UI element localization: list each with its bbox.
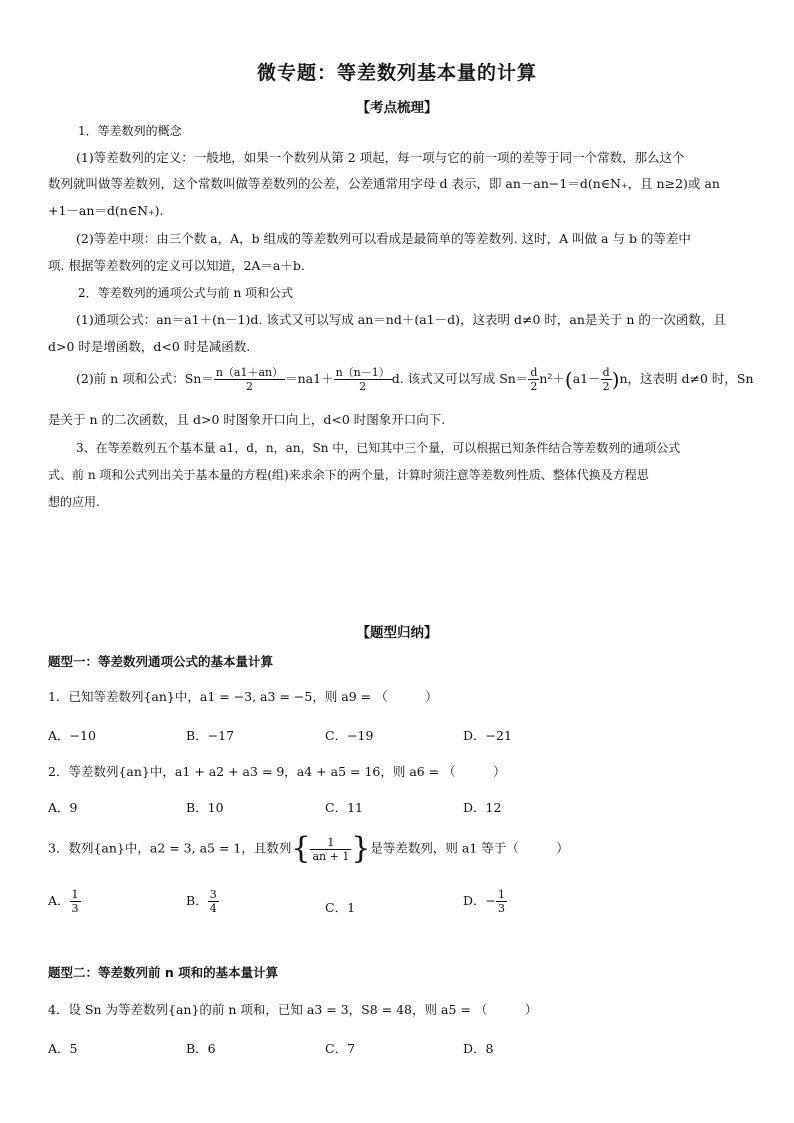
sum-formula-line bbox=[76, 366, 754, 393]
fraction-numerator: 1 bbox=[498, 888, 505, 901]
sum-fraction bbox=[214, 366, 285, 393]
sum-fraction bbox=[528, 366, 539, 393]
fraction-numerator: 1 bbox=[71, 888, 79, 901]
right-brace: } bbox=[351, 831, 371, 866]
question-1-stem: 1．已知等差数列{an}中，a1 = −3, a3 = −5，则 a9 = （ ） bbox=[48, 689, 438, 704]
question-2-option-c[interactable]: C．11 bbox=[325, 800, 363, 815]
question-1-option-c[interactable]: C．−19 bbox=[325, 728, 374, 743]
question-2-stem: 2．等差数列{an}中，a1 + a2 + a3 = 9，a4 + a5 = 16，则 a6 = （ ） bbox=[48, 764, 506, 779]
point-2-line: 是关于 n 的二次函数，且 d>0 时图象开口向上，d<0 时图象开口向下. bbox=[48, 412, 446, 427]
question-1-option-a[interactable]: A．−10 bbox=[48, 728, 96, 743]
fraction-numerator: d bbox=[530, 366, 538, 379]
question-3-option-b[interactable] bbox=[186, 888, 219, 915]
point-2-line: (1)通项公式：an＝a1＋(n－1)d. 该式又可以写成 an＝nd＋(a1－d)，这表明 d≠0 时，an是关于 n 的一次函数，且 bbox=[76, 312, 726, 327]
option-fraction bbox=[496, 888, 507, 915]
question-3-stem-part: 是等差数列，则 a1 等于（ ） bbox=[370, 840, 569, 856]
fraction-numerator: 1 bbox=[310, 836, 351, 850]
question-4-option-b[interactable]: B．6 bbox=[186, 1041, 216, 1056]
question-4-option-c[interactable]: C．7 bbox=[325, 1041, 356, 1056]
section-heading-question-types: 【题型归纳】 bbox=[356, 625, 438, 641]
question-3-option-a[interactable] bbox=[48, 888, 81, 915]
question-1-option-d[interactable]: D．−21 bbox=[463, 728, 512, 743]
fraction-denominator: 3 bbox=[498, 902, 505, 915]
point-1-line: (1)等差数列的定义：一般地，如果一个数列从第 2 项起，每一项与它的前一项的差等于同一个常数，那么这个 bbox=[76, 150, 685, 165]
fraction-numerator: 3 bbox=[209, 888, 217, 901]
section-heading-key-points: 【考点梳理】 bbox=[356, 100, 438, 116]
point-1-heading: 1．等差数列的概念 bbox=[78, 124, 182, 138]
left-paren: ( bbox=[564, 367, 573, 392]
question-1-option-b[interactable]: B．−17 bbox=[186, 728, 235, 743]
sequence-fraction bbox=[310, 836, 351, 863]
question-2-option-a[interactable]: A．9 bbox=[48, 800, 78, 815]
left-brace: { bbox=[291, 831, 311, 866]
question-3-stem-part: 3．数列{an}中，a2 = 3, a5 = 1，且数列 bbox=[48, 840, 292, 856]
fraction-denominator: 2 bbox=[245, 380, 253, 393]
right-paren: ) bbox=[611, 367, 620, 392]
question-4-option-d[interactable]: D．8 bbox=[463, 1041, 494, 1056]
option-label: D．− bbox=[463, 893, 496, 908]
fraction-denominator: an + 1 bbox=[312, 849, 350, 863]
formula-text: n，这表明 d≠0 时，Sn bbox=[619, 371, 754, 386]
question-3-option-c[interactable]: C．1 bbox=[325, 900, 356, 915]
question-3-option-d[interactable] bbox=[463, 888, 507, 915]
formula-text: ＝na1＋ bbox=[285, 371, 334, 386]
fraction-denominator: 4 bbox=[209, 902, 217, 915]
option-label: B． bbox=[186, 893, 208, 908]
page-title: 微专题：等差数列基本量的计算 bbox=[256, 62, 537, 84]
fraction-denominator: 2 bbox=[359, 380, 367, 393]
point-3-line: 3、在等差数列五个基本量 a1，d，n，an，Sn 中，已知其中三个量，可以根据已知条件结合等差数列的通项公式 bbox=[76, 441, 681, 455]
formula-text: n²＋ bbox=[539, 371, 565, 386]
option-fraction bbox=[208, 888, 219, 915]
point-2-line: d>0 时是增函数，d<0 时是减函数. bbox=[48, 339, 251, 354]
option-fraction bbox=[70, 888, 81, 915]
fraction-denominator: 2 bbox=[602, 380, 610, 393]
question-4-option-a[interactable]: A．5 bbox=[48, 1041, 78, 1056]
point-1-line: 数列就叫做等差数列，这个常数叫做等差数列的公差，公差通常用字母 d 表示，即 an－an−1＝d(n∈N₊，且 n≥2)或 an bbox=[48, 176, 720, 191]
sum-fraction bbox=[334, 366, 392, 393]
sum-fraction bbox=[601, 366, 612, 393]
type-2-heading: 题型二：等差数列前 n 项和的基本量计算 bbox=[48, 965, 279, 980]
fraction-denominator: 3 bbox=[71, 902, 79, 915]
point-3-line: 式、前 n 项和公式列出关于基本量的方程(组)来求余下的两个量，计算时须注意等差数列性质、整体代换及方程思 bbox=[48, 468, 649, 482]
question-2-option-d[interactable]: D．12 bbox=[463, 800, 502, 815]
point-1-line: 项. 根据等差数列的定义可以知道，2A＝a＋b. bbox=[48, 258, 305, 273]
fraction-numerator: n（n－1） bbox=[335, 366, 390, 379]
question-3-stem bbox=[48, 831, 569, 866]
fraction-numerator: n（a1＋an） bbox=[215, 366, 284, 379]
question-2-option-b[interactable]: B．10 bbox=[186, 800, 224, 815]
fraction-numerator: d bbox=[602, 366, 610, 379]
point-1-line: (2)等差中项：由三个数 a，A，b 组成的等差数列可以看成是最简单的等差数列. 这时，A 叫做 a 与 b 的等差中 bbox=[76, 231, 691, 246]
formula-text: (2)前 n 项和公式：Sn＝ bbox=[76, 371, 214, 386]
point-3-line: 想的应用. bbox=[48, 495, 100, 509]
fraction-denominator: 2 bbox=[530, 380, 538, 393]
formula-text: a1－ bbox=[572, 371, 601, 386]
option-label: A． bbox=[48, 893, 70, 908]
question-4-stem: 4．设 Sn 为等差数列{an}的前 n 项和，已知 a3 = 3，S8 = 48，则 a5 = （ ） bbox=[48, 1002, 538, 1017]
point-1-line: +1－an＝d(n∈N₊). bbox=[48, 203, 164, 218]
type-1-heading: 题型一：等差数列通项公式的基本量计算 bbox=[48, 654, 274, 669]
point-2-heading: 2．等差数列的通项公式与前 n 项和公式 bbox=[78, 286, 293, 300]
formula-text: d. 该式又可以写成 Sn＝ bbox=[391, 371, 529, 386]
